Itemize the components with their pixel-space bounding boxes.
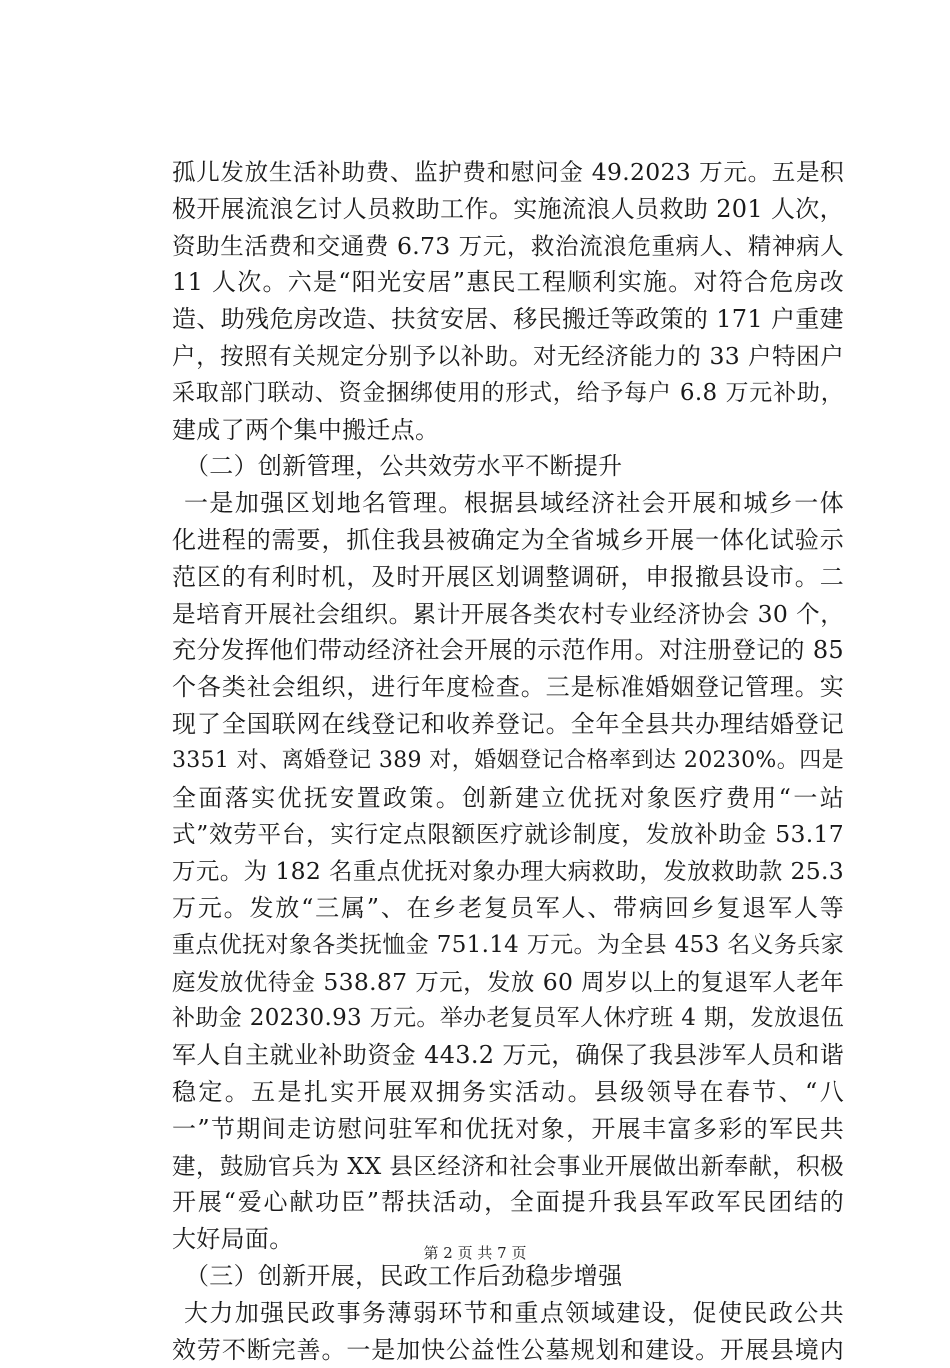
text-line: 3351 对、离婚登记 389 对，婚姻登记合格率到达 20230%。四是 — [172, 743, 844, 780]
text-line: 一”节期间走访慰问驻军和优抚对象，开展丰富多彩的军民共 — [172, 1111, 844, 1148]
text-line: 现了全国联网在线登记和收养登记。全年全县共办理结婚登记 — [172, 706, 844, 743]
text-line: 补助金 20230.93 万元。举办老复员军人休疗班 4 期，发放退伍 — [172, 1000, 844, 1037]
text-line: 效劳不断完善。一是加快公益性公墓规划和建设。开展县境内 — [172, 1332, 844, 1368]
text-line: 稳定。五是扎实开展双拥务实活动。县级领导在春节、“八 — [172, 1074, 844, 1111]
text-line: 孤儿发放生活补助费、监护费和慰问金 49.2023 万元。五是积 — [172, 154, 844, 191]
text-line: 采取部门联动、资金捆绑使用的形式，给予每户 6.8 万元补助， — [172, 375, 844, 412]
text-line: 资助生活费和交通费 6.73 万元，救治流浪危重病人、精神病人 — [172, 228, 844, 265]
text-line: 建，鼓励官兵为 XX 县区经济和社会事业开展做出新奉献，积极 — [172, 1148, 844, 1185]
body-text — [172, 154, 844, 1368]
text-line: 大力加强民政事务薄弱环节和重点领域建设，促使民政公共 — [172, 1295, 844, 1332]
text-line: 建成了两个集中搬迁点。 — [172, 412, 844, 449]
text-line: 全面落实优抚安置政策。创新建立优抚对象医疗费用“一站 — [172, 780, 844, 817]
text-line: 一是加强区划地名管理。根据县域经济社会开展和城乡一体 — [172, 485, 844, 522]
text-line: 是培育开展社会组织。累计开展各类农村专业经济协会 30 个， — [172, 596, 844, 633]
text-line: 开展“爱心献功臣”帮扶活动，全面提升我县军政军民团结的 — [172, 1184, 844, 1221]
text-line: 户，按照有关规定分别予以补助。对无经济能力的 33 户特困户 — [172, 338, 844, 375]
text-line: 万元。为 182 名重点优抚对象办理大病救助，发放救助款 25.3 — [172, 853, 844, 890]
text-line: 重点优抚对象各类抚恤金 751.14 万元。为全县 453 名义务兵家 — [172, 927, 844, 964]
text-line: 万元。发放“三属”、在乡老复员军人、带病回乡复退军人等 — [172, 890, 844, 927]
text-line: 充分发挥他们带动经济社会开展的示范作用。对注册登记的 85 — [172, 632, 844, 669]
text-line: 范区的有利时机，及时开展区划调整调研，申报撤县设市。二 — [172, 559, 844, 596]
text-line: 式”效劳平台，实行定点限额医疗就诊制度，发放补助金 53.17 — [172, 816, 844, 853]
section-heading: （二）创新管理，公共效劳水平不断提升 — [172, 448, 844, 485]
text-line: 11 人次。六是“阳光安居”惠民工程顺利实施。对符合危房改 — [172, 264, 844, 301]
text-line: 个各类社会组织，进行年度检查。三是标准婚姻登记管理。实 — [172, 669, 844, 706]
text-line: 军人自主就业补助资金 443.2 万元，确保了我县涉军人员和谐 — [172, 1037, 844, 1074]
section-heading: （三）创新开展，民政工作后劲稳步增强 — [172, 1258, 844, 1295]
text-line: 化进程的需要，抓住我县被确定为全省城乡开展一体化试验示 — [172, 522, 844, 559]
page-number: 第 2 页 共 7 页 — [0, 1244, 950, 1262]
text-line: 极开展流浪乞讨人员救助工作。实施流浪人员救助 201 人次， — [172, 191, 844, 228]
text-line: 造、助残危房改造、扶贫安居、移民搬迁等政策的 171 户重建 — [172, 301, 844, 338]
text-line: 大好局面。 — [172, 1221, 844, 1258]
text-line: 庭发放优待金 538.87 万元，发放 60 周岁以上的复退军人老年 — [172, 964, 844, 1001]
